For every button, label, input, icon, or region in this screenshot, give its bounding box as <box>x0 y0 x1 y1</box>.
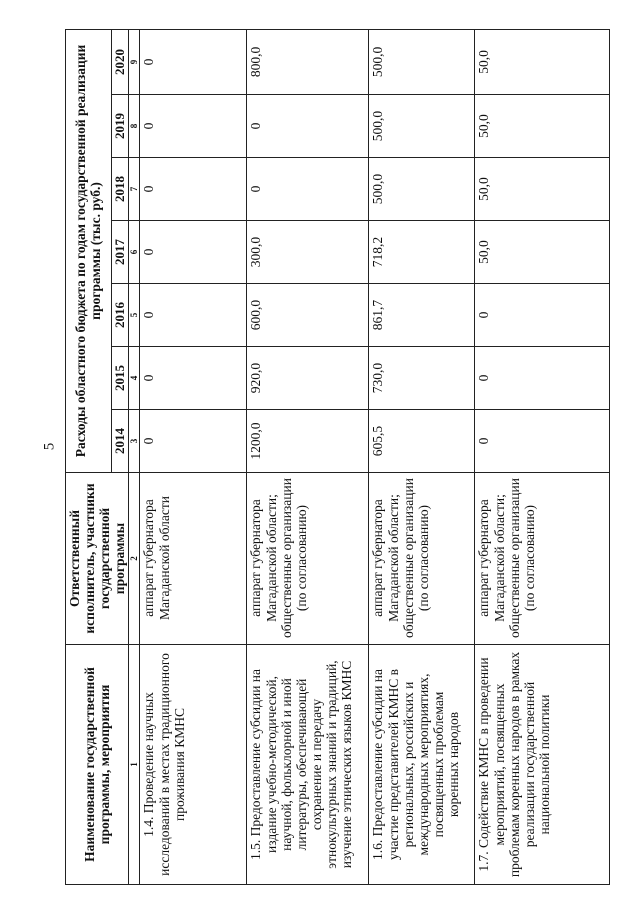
year-header: 2018 <box>111 158 129 221</box>
column-index: 3 <box>129 410 140 473</box>
year-header: 2019 <box>111 95 129 158</box>
rotated-table-wrapper <box>65 30 605 885</box>
value-cell: 0 <box>140 347 247 410</box>
measure-executor: аппарат губернатора Магаданской области; общественные организации (по согласованию) <box>369 473 475 645</box>
value-cell: 730,0 <box>369 347 475 410</box>
value-cell: 50,0 <box>475 29 610 94</box>
year-header: 2017 <box>111 221 129 284</box>
measure-name: 1.6. Предоставление субсидии на участие представителей КМНС в региональных, российских и международных мероприятиях, посвященных проблемам коренных народов <box>369 645 475 885</box>
value-cell: 500,0 <box>369 29 475 94</box>
year-header: 2014 <box>111 410 129 473</box>
value-cell: 50,0 <box>475 95 610 158</box>
measure-executor: аппарат губернатора Магаданской области; общественные организации (по согласованию) <box>247 473 369 645</box>
measure-executor: аппарат губернатора Магаданской области <box>140 473 247 645</box>
value-cell: 0 <box>140 29 247 94</box>
measure-executor: аппарат губернатора Магаданской области; общественные организации (по согласованию) <box>475 473 610 645</box>
column-index: 8 <box>129 95 140 158</box>
table-row <box>475 29 610 884</box>
value-cell: 1200,0 <box>247 410 369 473</box>
column-index: 7 <box>129 158 140 221</box>
value-cell: 0 <box>475 347 610 410</box>
value-cell: 0 <box>140 284 247 347</box>
value-cell: 718,2 <box>369 221 475 284</box>
value-cell: 800,0 <box>247 29 369 94</box>
column-index: 5 <box>129 284 140 347</box>
value-cell: 0 <box>140 158 247 221</box>
column-index: 4 <box>129 347 140 410</box>
measure-name: 1.5. Предоставление субсидии на издание учебно-методической, научной, фольклорной и иной литературы, обеспечивающей сохранение и передачу этнокультурных знаний и традиций, изучение этнических языков КМНС <box>247 645 369 885</box>
value-cell: 500,0 <box>369 95 475 158</box>
measure-name: 1.7. Содействие КМНС в проведении мероприятий, посвященных проблемам коренных народов в рамках реализации государственной национальной политики <box>475 645 610 885</box>
value-cell: 0 <box>140 95 247 158</box>
year-header: 2015 <box>111 347 129 410</box>
page-number: 5 <box>41 442 58 451</box>
value-cell: 0 <box>140 221 247 284</box>
budget-table <box>65 29 610 885</box>
column-index: 2 <box>129 473 140 645</box>
column-index-row <box>129 29 140 884</box>
table-row <box>247 29 369 884</box>
value-cell: 0 <box>247 158 369 221</box>
column-index: 6 <box>129 221 140 284</box>
year-header: 2016 <box>111 284 129 347</box>
column-index: 1 <box>129 645 140 885</box>
value-cell: 0 <box>247 95 369 158</box>
header-row-1 <box>66 29 112 884</box>
header-expenses: Расходы областного бюджета по годам государственной реализации программы (тыс. руб.) <box>66 29 112 472</box>
value-cell: 605,5 <box>369 410 475 473</box>
value-cell: 0 <box>475 410 610 473</box>
value-cell: 920,0 <box>247 347 369 410</box>
value-cell: 0 <box>140 410 247 473</box>
year-header: 2020 <box>111 29 129 94</box>
measure-name: 1.4. Проведение научных исследований в местах традиционного проживания КМНС <box>140 645 247 885</box>
value-cell: 861,7 <box>369 284 475 347</box>
value-cell: 300,0 <box>247 221 369 284</box>
header-name: Наименование государственной программы, мероприятия <box>66 645 129 885</box>
document-sheet <box>65 30 605 885</box>
value-cell: 500,0 <box>369 158 475 221</box>
header-executor: Ответственный исполнитель, участники государственной программы <box>66 473 129 645</box>
value-cell: 600,0 <box>247 284 369 347</box>
table-row <box>140 29 247 884</box>
column-index: 9 <box>129 29 140 94</box>
value-cell: 50,0 <box>475 221 610 284</box>
value-cell: 50,0 <box>475 158 610 221</box>
value-cell: 0 <box>475 284 610 347</box>
table-row <box>369 29 475 884</box>
